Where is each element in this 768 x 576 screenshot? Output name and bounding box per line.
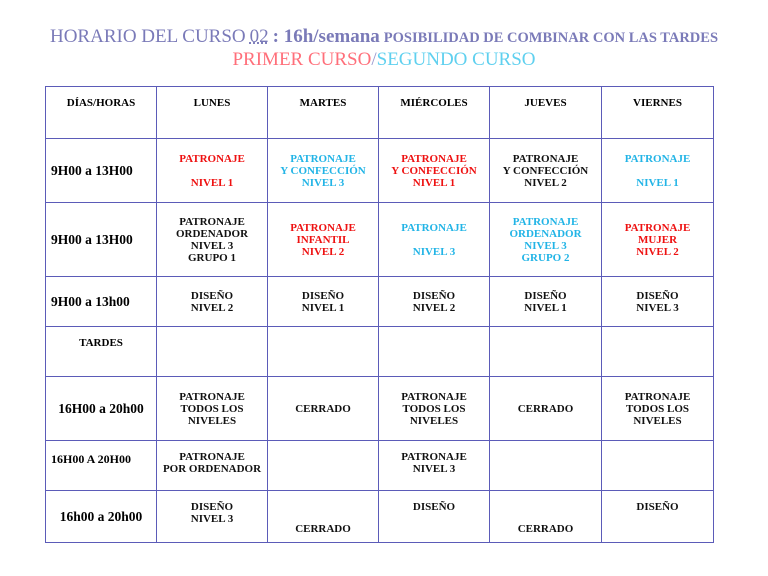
schedule-row — [46, 139, 714, 203]
class-cell — [157, 377, 268, 441]
class-cell — [379, 139, 490, 203]
class-cell — [602, 377, 714, 441]
class-line: NIVEL 2 — [412, 301, 456, 314]
class-cell — [602, 277, 714, 327]
header-cell: DÍAS/HORAS — [46, 87, 157, 139]
class-cell — [490, 277, 602, 327]
time-slot-label: 9H00 a 13H00 — [46, 203, 157, 277]
header-cell: LUNES — [157, 87, 268, 139]
class-cell — [379, 203, 490, 277]
time-slot-label: 16h00 a 20h00 — [46, 491, 157, 543]
class-line: INFANTIL — [296, 233, 350, 246]
legend-first-course: PRIMER CURSO — [232, 49, 372, 70]
class-line: DISEÑO — [636, 289, 679, 302]
time-slot-label: TARDES — [46, 327, 157, 377]
class-line: NIVEL 2 — [524, 176, 567, 189]
class-line: NIVEL 1 — [636, 176, 679, 189]
class-line: PATRONAJE — [179, 215, 245, 228]
class-line: PATRONAJE — [290, 221, 356, 234]
class-cell — [157, 203, 268, 277]
class-line: NIVEL 2 — [190, 301, 234, 314]
class-line: NIVELES — [187, 414, 237, 427]
class-line: NIVEL 1 — [412, 176, 456, 189]
line-gap — [604, 165, 711, 177]
class-line: CERRADO — [295, 402, 351, 415]
class-cell — [490, 441, 602, 491]
class-cell — [490, 377, 602, 441]
class-line: NIVEL 3 — [190, 513, 234, 525]
class-line: NIVELES — [633, 414, 682, 427]
class-line: DISEÑO — [524, 289, 567, 302]
class-cell — [490, 203, 602, 277]
class-line: DISEÑO — [190, 289, 234, 302]
class-cell — [490, 139, 602, 203]
class-line: GRUPO 2 — [521, 251, 570, 264]
line-gap — [381, 234, 487, 246]
class-line: PATRONAJE — [624, 152, 691, 165]
class-cell — [379, 491, 490, 543]
class-cell — [602, 327, 714, 377]
time-slot-label: 16H00 A 20H00 — [46, 441, 157, 491]
class-line: PATRONAJE — [512, 215, 579, 228]
class-line: TODOS LOS — [180, 402, 244, 415]
class-line: GRUPO 1 — [188, 251, 236, 264]
class-line: PATRONAJE — [401, 152, 467, 165]
class-line: NIVEL 3 — [190, 239, 234, 252]
header-cell: MIÉRCOLES — [379, 87, 490, 139]
class-line: NIVEL 3 — [412, 245, 456, 258]
class-cell — [602, 139, 714, 203]
header-cell: VIERNES — [602, 87, 714, 139]
class-line: PATRONAJE — [624, 390, 691, 403]
class-cell — [602, 441, 714, 491]
class-line: NIVEL 3 — [636, 301, 679, 314]
schedule-row — [46, 377, 714, 441]
class-cell — [268, 139, 379, 203]
class-cell — [268, 327, 379, 377]
schedule-row — [46, 277, 714, 327]
class-line: ORDENADOR — [509, 227, 582, 240]
schedule-row — [46, 327, 714, 377]
legend-separator: / — [371, 49, 377, 70]
class-cell — [602, 203, 714, 277]
class-line: CERRADO — [517, 402, 574, 415]
time-slot-label: 9H00 a 13H00 — [46, 139, 157, 203]
class-cell — [157, 441, 268, 491]
time-slot-label: 9H00 a 13h00 — [46, 277, 157, 327]
class-line: PATRONAJE — [401, 451, 467, 463]
title-course-number: 02 — [249, 26, 269, 47]
class-cell — [379, 327, 490, 377]
class-line: CERRADO — [517, 523, 574, 535]
class-line: DISEÑO — [412, 289, 456, 302]
line-gap — [159, 165, 265, 177]
class-cell — [490, 327, 602, 377]
header-cell: MARTES — [268, 87, 379, 139]
legend-second-course: SEGUNDO CURSO — [376, 49, 536, 70]
class-line: PATRONAJE — [624, 221, 691, 234]
class-line: PATRONAJE — [290, 152, 356, 165]
class-cell — [268, 491, 379, 543]
header-row — [46, 87, 714, 139]
title-part-1: HORARIO DEL CURSO — [49, 26, 246, 47]
class-line: Y CONFECCIÓN — [280, 164, 366, 177]
class-line: NIVEL 3 — [412, 463, 456, 475]
class-line: NIVEL 1 — [190, 176, 234, 189]
class-line: NIVELES — [409, 414, 459, 427]
schedule-title — [0, 26, 768, 48]
class-cell — [268, 203, 379, 277]
class-line: DISEÑO — [190, 501, 234, 513]
title-hours: : 16h/semana — [272, 26, 380, 47]
class-cell — [157, 139, 268, 203]
class-cell — [157, 327, 268, 377]
class-cell — [268, 377, 379, 441]
header-cell: JUEVES — [490, 87, 602, 139]
class-line: TODOS LOS — [625, 402, 690, 415]
class-line: POR ORDENADOR — [162, 463, 262, 475]
title-note: POSIBILIDAD DE COMBINAR CON LAS TARDES — [383, 30, 719, 46]
class-line: Y CONFECCIÓN — [502, 164, 589, 177]
class-line: TODOS LOS — [402, 402, 466, 415]
class-line: PATRONAJE — [179, 152, 245, 165]
class-line: MUJER — [637, 233, 678, 246]
schedule-table — [45, 86, 714, 543]
class-line: NIVEL 1 — [301, 301, 345, 314]
schedule-row — [46, 441, 714, 491]
schedule-row — [46, 203, 714, 277]
class-line: Y CONFECCIÓN — [391, 164, 477, 177]
class-line: DISEÑO — [636, 501, 679, 513]
class-cell — [379, 277, 490, 327]
class-line: NIVEL 1 — [524, 301, 567, 314]
class-line: NIVEL 3 — [524, 239, 567, 252]
class-line: PATRONAJE — [179, 451, 245, 463]
class-line: ORDENADOR — [175, 227, 249, 240]
class-cell — [268, 441, 379, 491]
class-line: NIVEL 2 — [636, 245, 679, 258]
class-line: PATRONAJE — [401, 221, 467, 234]
class-line: DISEÑO — [301, 289, 345, 302]
time-slot-label: 16H00 a 20h00 — [46, 377, 157, 441]
class-line: DISEÑO — [412, 501, 456, 513]
class-cell — [157, 491, 268, 543]
class-cell — [268, 277, 379, 327]
class-line: NIVEL 2 — [301, 245, 345, 258]
class-cell — [490, 491, 602, 543]
class-cell — [602, 491, 714, 543]
class-line: CERRADO — [295, 523, 351, 535]
class-line: PATRONAJE — [401, 390, 467, 403]
class-cell — [379, 441, 490, 491]
class-line: PATRONAJE — [179, 390, 245, 403]
class-cell — [379, 377, 490, 441]
class-line: PATRONAJE — [512, 152, 579, 165]
class-line: NIVEL 3 — [301, 176, 345, 189]
schedule-row — [46, 491, 714, 543]
class-cell — [157, 277, 268, 327]
course-legend — [0, 49, 768, 71]
